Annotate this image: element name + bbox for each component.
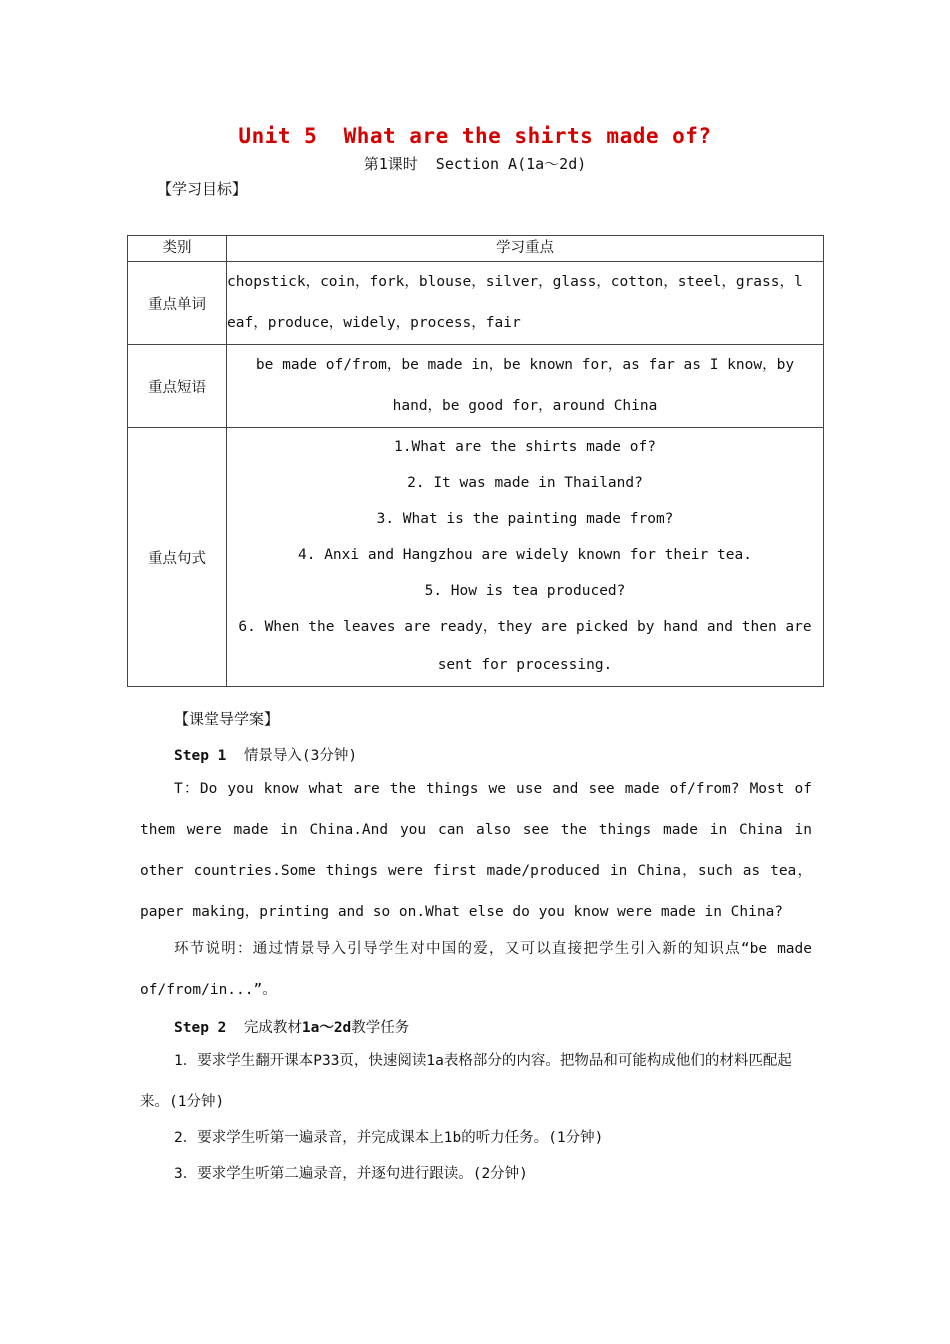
row-category-sentences: 重点句式: [128, 428, 227, 687]
table-header-row: [128, 236, 824, 262]
lesson-subtitle: 第1课时 Section A(1a～2d): [363, 155, 587, 173]
row-content-phrases: [227, 345, 824, 428]
step1-paragraph: T：Do you know what are the things we use and see made of/from? Most of them were made in China.And you can also see the things made in China in other countries.Some things were first made/produced in China，such as tea，paper making，printing and so on.What else do you know were made in China?: [140, 781, 812, 920]
table-row: [128, 345, 824, 428]
sentence-2: 2. It was made in Thailand?: [407, 474, 643, 491]
step2-title-prefix: 完成教材: [243, 1020, 302, 1036]
step1-title: 情景导入(3分钟): [243, 748, 358, 764]
step2-label: Step 2: [174, 1020, 227, 1036]
sentence-6: 6. When the leaves are ready，they are picked by hand and then are: [238, 618, 812, 635]
step1-note: 环节说明：通过情景导入引导学生对中国的爱，又可以直接把学生引入新的知识点“be made of/from/in...”。: [140, 941, 812, 998]
step2-task-1: 1．要求学生翻开课本P33页，快速阅读1a表格部分的内容。把物品和可能构成他们的材料匹配起来。(1分钟): [140, 1053, 792, 1110]
header-category: 类别: [128, 236, 227, 262]
sentence-1: 1.What are the shirts made of?: [394, 438, 656, 455]
document-title: Unit 5 What are the shirts made of?: [238, 124, 712, 148]
step2-title-range: 1a～2d: [301, 1020, 352, 1036]
step2-task-2: 2．要求学生听第一遍录音，并完成课本上1b的听力任务。(1分钟): [174, 1130, 604, 1146]
table-row: [128, 262, 824, 345]
sentence-6-cont: sent for processing.: [437, 656, 613, 673]
row-content-sentences: [227, 428, 824, 687]
sentence-3: 3. What is the painting made from?: [376, 510, 674, 527]
learning-goals-table: [127, 235, 824, 687]
phrases-line-1: be made of/from，be made in，be known for，as far as I know，by: [255, 357, 795, 373]
table-row: [128, 428, 824, 687]
step1-heading: [174, 744, 357, 765]
words-line-1: chopstick，coin，fork，blouse，silver，glass，cotton，steel，grass，l: [227, 274, 803, 290]
sentence-4: 4. Anxi and Hangzhou are widely known for their tea.: [298, 546, 752, 563]
row-content-words: [227, 262, 824, 345]
step2-heading: [174, 1016, 409, 1037]
step2-task-3: 3．要求学生听第二遍录音，并逐句进行跟读。(2分钟): [174, 1166, 528, 1182]
phrases-line-2: hand，be good for，around China: [392, 398, 658, 414]
sentence-5: 5. How is tea produced?: [424, 582, 626, 599]
header-focus: 学习重点: [227, 236, 824, 262]
row-category-words: 重点单词: [128, 262, 227, 345]
goals-heading: 【学习目标】: [157, 180, 248, 198]
row-category-phrases: 重点短语: [128, 345, 227, 428]
class-heading: 【课堂导学案】: [174, 710, 280, 728]
step2-title-suffix: 教学任务: [351, 1020, 410, 1036]
words-line-2: eaf，produce，widely，process，fair: [227, 315, 521, 331]
step1-label: Step 1: [174, 748, 227, 764]
